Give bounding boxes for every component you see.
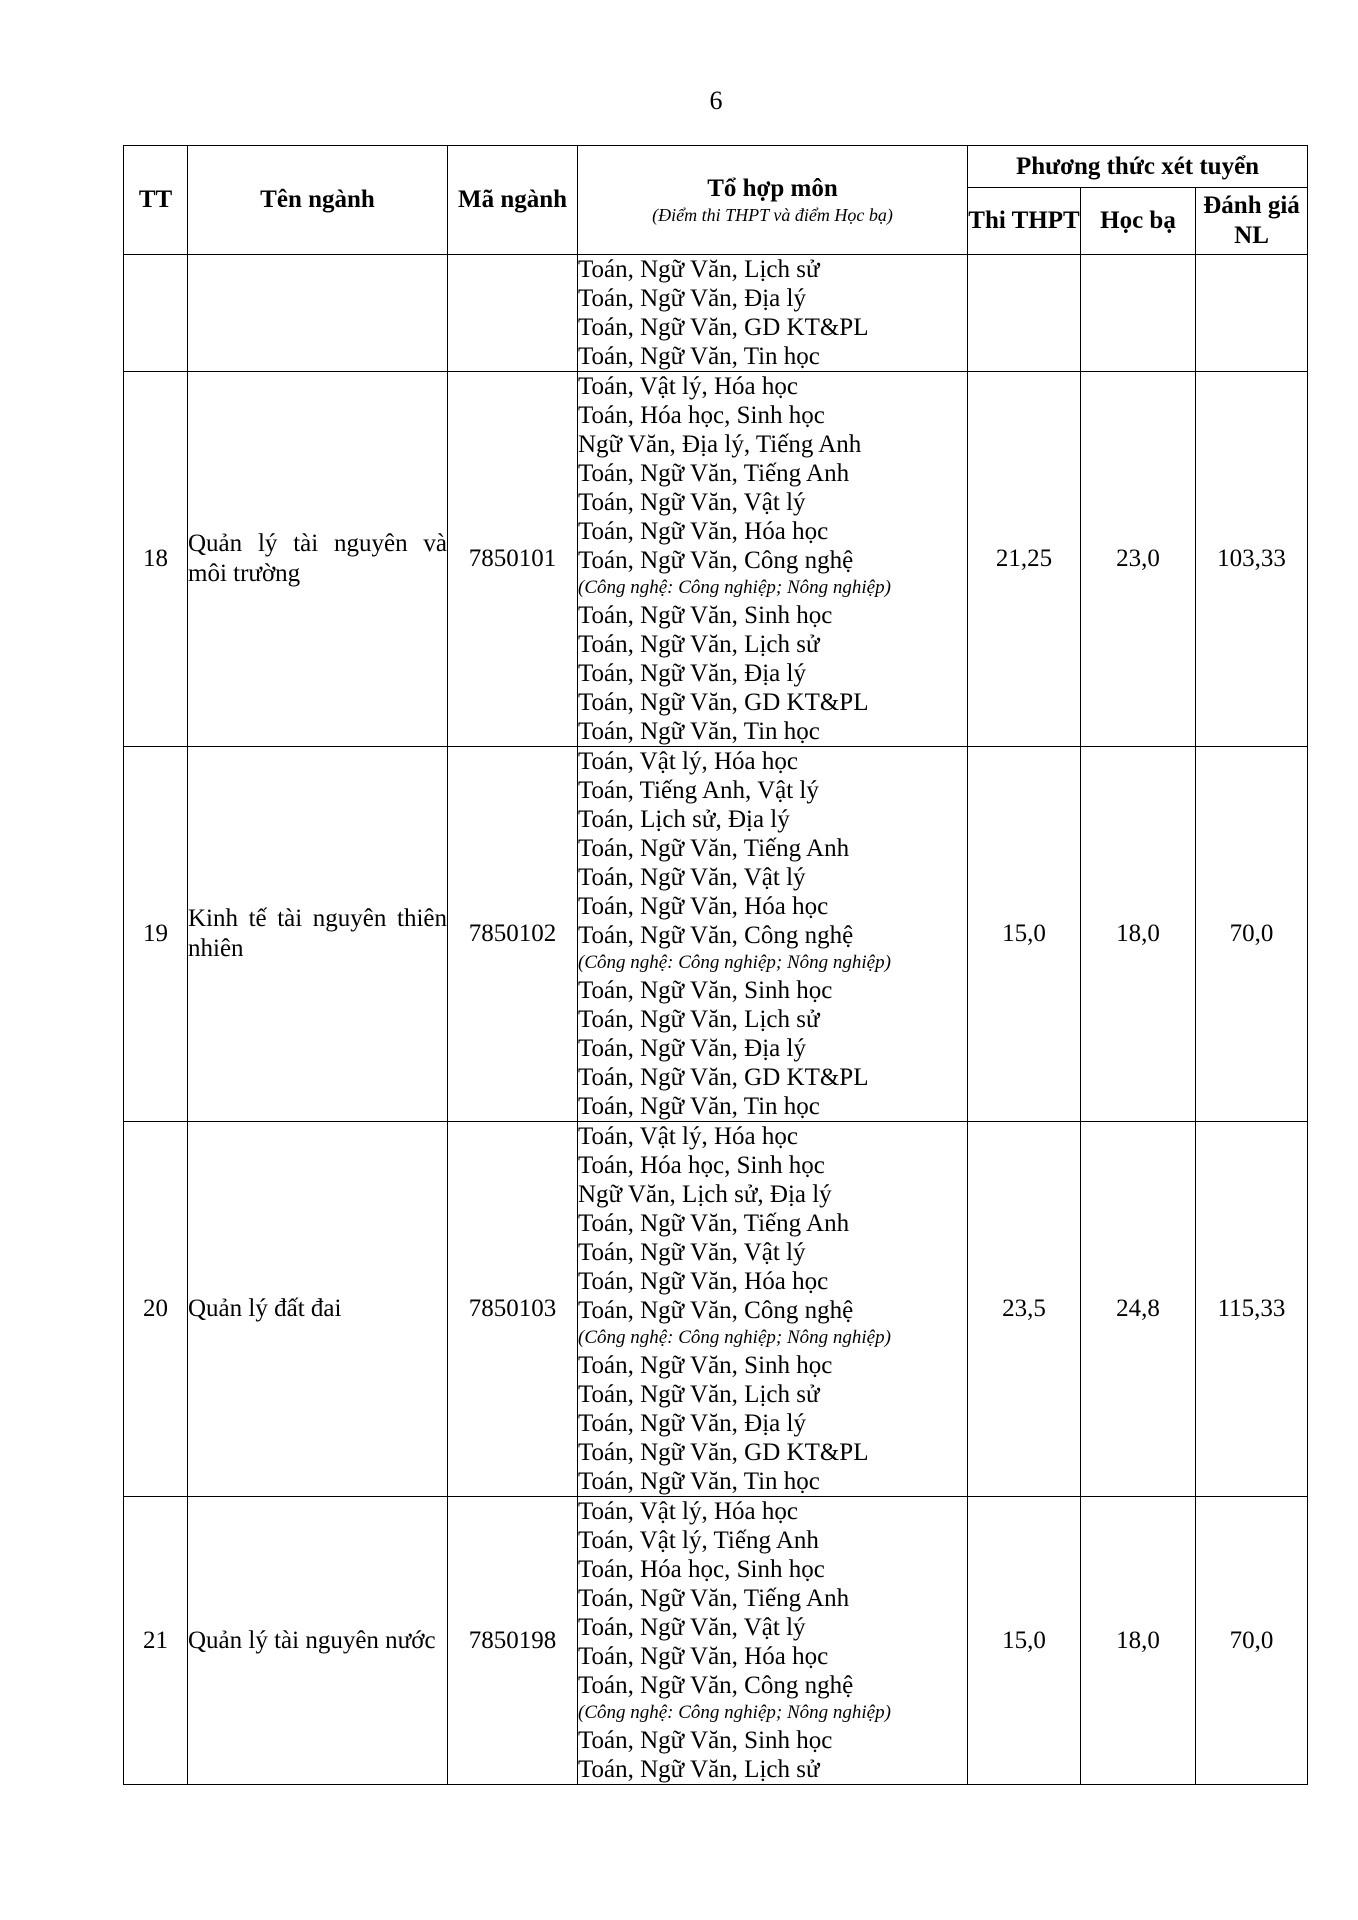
- combo-item: Toán, Ngữ Văn, Lịch sử: [578, 631, 820, 658]
- row-combos: [578, 372, 968, 747]
- row-hocba-score: 23,0: [1081, 372, 1196, 747]
- combo-item: Toán, Ngữ Văn, Tiếng Anh: [578, 1585, 850, 1612]
- combo-item: Toán, Ngữ Văn, Tiếng Anh: [578, 460, 850, 487]
- table-row: [124, 1122, 1308, 1497]
- row-tt: 19: [124, 747, 188, 1122]
- combo-item: Toán, Ngữ Văn, Tin học: [578, 343, 820, 370]
- row-tt: 21: [124, 1497, 188, 1785]
- combo-item: Toán, Lịch sử, Địa lý: [578, 806, 790, 833]
- combo-item: Toán, Ngữ Văn, Vật lý: [578, 1239, 806, 1266]
- combo-item: Toán, Ngữ Văn, Tiếng Anh: [578, 835, 850, 862]
- row-combos: [578, 1122, 968, 1497]
- combo-item: Ngữ Văn, Địa lý, Tiếng Anh: [578, 431, 862, 458]
- combo-item: Toán, Ngữ Văn, Vật lý: [578, 489, 806, 516]
- table-row: [124, 1497, 1308, 1785]
- combo-item: Toán, Ngữ Văn, GD KT&PL: [578, 689, 869, 716]
- combo-note: (Công nghệ: Công nghiệp; Nông nghiệp): [578, 1702, 891, 1723]
- combo-item: Toán, Ngữ Văn, Hóa học: [578, 518, 829, 545]
- combo-item: Toán, Ngữ Văn, Địa lý: [578, 1410, 806, 1437]
- row-name: Quản lý tài nguyên nước: [188, 1497, 448, 1785]
- row-thpt-score: 23,5: [968, 1122, 1081, 1497]
- combo-item: Toán, Hóa học, Sinh học: [578, 402, 825, 429]
- combo-item: Toán, Ngữ Văn, Lịch sử: [578, 256, 820, 283]
- combo-item: Toán, Ngữ Văn, Địa lý: [578, 1035, 806, 1062]
- header-danh-gia: Đánh giá NL: [1196, 188, 1308, 255]
- combo-note: (Công nghệ: Công nghiệp; Nông nghiệp): [578, 952, 891, 973]
- row-tt: 20: [124, 1122, 188, 1497]
- header-hoc-ba: Học bạ: [1081, 188, 1196, 255]
- row-code: 7850103: [448, 1122, 578, 1497]
- row-tt: [124, 255, 188, 372]
- combo-item: Toán, Vật lý, Hóa học: [578, 1498, 798, 1525]
- header-ma-nganh: Mã ngành: [448, 146, 578, 255]
- combo-item: Toán, Vật lý, Hóa học: [578, 748, 798, 775]
- combo-item: Toán, Ngữ Văn, Hóa học: [578, 893, 829, 920]
- combo-item: Toán, Ngữ Văn, Công nghệ: [578, 1672, 854, 1699]
- row-combos: [578, 255, 968, 372]
- combo-item: Toán, Ngữ Văn, Công nghệ: [578, 547, 854, 574]
- header-ten-nganh: Tên ngành: [188, 146, 448, 255]
- combo-item: Toán, Ngữ Văn, Vật lý: [578, 1614, 806, 1641]
- row-dgnl-score: 103,33: [1196, 372, 1308, 747]
- header-tt: TT: [124, 146, 188, 255]
- admission-table: [123, 145, 1308, 1785]
- table-row: [124, 747, 1308, 1122]
- combo-item: Toán, Ngữ Văn, Sinh học: [578, 1727, 833, 1754]
- header-thi-thpt: Thi THPT: [968, 188, 1081, 255]
- header-to-hop-title: Tổ hợp môn: [707, 175, 838, 202]
- row-code: 7850101: [448, 372, 578, 747]
- combo-item: Toán, Ngữ Văn, Lịch sử: [578, 1756, 820, 1783]
- row-name: Quản lý đất đai: [188, 1122, 448, 1497]
- row-hocba-score: 18,0: [1081, 747, 1196, 1122]
- header-to-hop: [578, 146, 968, 255]
- combo-item: Toán, Ngữ Văn, GD KT&PL: [578, 1439, 869, 1466]
- combo-item: Toán, Ngữ Văn, Vật lý: [578, 864, 806, 891]
- combo-item: Toán, Ngữ Văn, Tiếng Anh: [578, 1210, 850, 1237]
- combo-item: Toán, Hóa học, Sinh học: [578, 1556, 825, 1583]
- combo-item: Toán, Ngữ Văn, Lịch sử: [578, 1006, 820, 1033]
- combo-item: Toán, Hóa học, Sinh học: [578, 1152, 825, 1179]
- combo-item: Toán, Vật lý, Hóa học: [578, 1123, 798, 1150]
- row-code: 7850102: [448, 747, 578, 1122]
- row-code: [448, 255, 578, 372]
- row-hocba-score: 24,8: [1081, 1122, 1196, 1497]
- combo-item: Toán, Tiếng Anh, Vật lý: [578, 777, 819, 804]
- combo-item: Toán, Ngữ Văn, Tin học: [578, 718, 820, 745]
- combo-item: Toán, Vật lý, Tiếng Anh: [578, 1527, 819, 1554]
- combo-item: Toán, Ngữ Văn, Tin học: [578, 1093, 820, 1120]
- combo-item: Ngữ Văn, Lịch sử, Địa lý: [578, 1181, 832, 1208]
- table-row: [124, 255, 1308, 372]
- row-combos: [578, 747, 968, 1122]
- row-thpt-score: 15,0: [968, 747, 1081, 1122]
- combo-item: Toán, Ngữ Văn, Sinh học: [578, 1352, 833, 1379]
- header-phuong-thuc: Phương thức xét tuyển: [968, 146, 1308, 188]
- combo-item: Toán, Ngữ Văn, Địa lý: [578, 660, 806, 687]
- combo-item: Toán, Ngữ Văn, Lịch sử: [578, 1381, 820, 1408]
- row-name: Kinh tế tài nguyên thiên nhiên: [188, 747, 448, 1122]
- combo-item: Toán, Ngữ Văn, Công nghệ: [578, 1297, 854, 1324]
- row-name: Quản lý tài nguyên và môi trường: [188, 372, 448, 747]
- combo-item: Toán, Ngữ Văn, Tin học: [578, 1468, 820, 1495]
- row-dgnl-score: [1196, 255, 1308, 372]
- page-number: 6: [709, 86, 723, 115]
- row-tt: 18: [124, 372, 188, 747]
- row-dgnl-score: 70,0: [1196, 747, 1308, 1122]
- row-thpt-score: [968, 255, 1081, 372]
- combo-item: Toán, Ngữ Văn, Hóa học: [578, 1643, 829, 1670]
- combo-note: (Công nghệ: Công nghiệp; Nông nghiệp): [578, 1327, 891, 1348]
- combo-item: Toán, Ngữ Văn, GD KT&PL: [578, 314, 869, 341]
- header-to-hop-note: (Điểm thi THPT và điểm Học bạ): [652, 205, 893, 225]
- row-thpt-score: 15,0: [968, 1497, 1081, 1785]
- combo-item: Toán, Ngữ Văn, Hóa học: [578, 1268, 829, 1295]
- row-hocba-score: 18,0: [1081, 1497, 1196, 1785]
- combo-item: Toán, Ngữ Văn, Công nghệ: [578, 922, 854, 949]
- row-dgnl-score: 115,33: [1196, 1122, 1308, 1497]
- combo-item: Toán, Vật lý, Hóa học: [578, 373, 798, 400]
- combo-note: (Công nghệ: Công nghiệp; Nông nghiệp): [578, 577, 891, 598]
- row-combos: [578, 1497, 968, 1785]
- row-hocba-score: [1081, 255, 1196, 372]
- combo-item: Toán, Ngữ Văn, Sinh học: [578, 977, 833, 1004]
- table-body: [124, 255, 1308, 1785]
- combo-item: Toán, Ngữ Văn, Sinh học: [578, 602, 833, 629]
- table-row: [124, 372, 1308, 747]
- row-code: 7850198: [448, 1497, 578, 1785]
- row-name: [188, 255, 448, 372]
- combo-item: Toán, Ngữ Văn, Địa lý: [578, 285, 806, 312]
- row-dgnl-score: 70,0: [1196, 1497, 1308, 1785]
- row-thpt-score: 21,25: [968, 372, 1081, 747]
- combo-item: Toán, Ngữ Văn, GD KT&PL: [578, 1064, 869, 1091]
